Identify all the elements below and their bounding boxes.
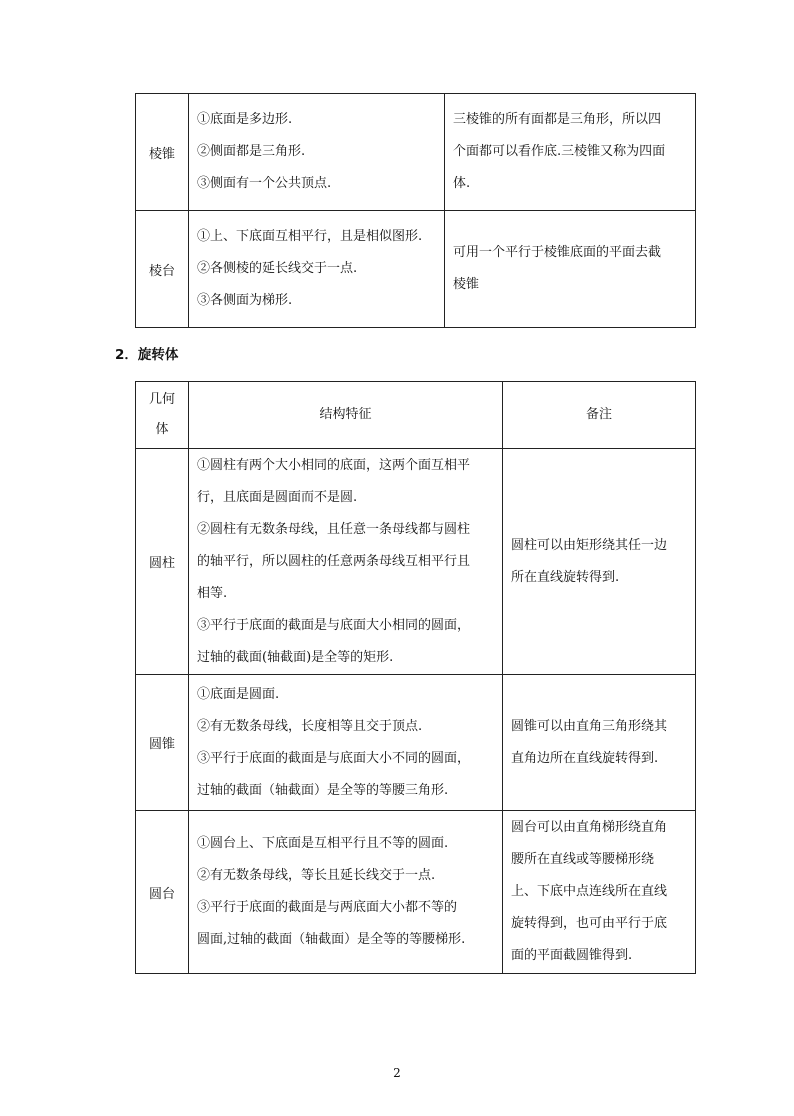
feature-line: ③侧面有一个公共顶点.: [197, 176, 332, 191]
structure-features: [189, 811, 503, 974]
table-row: [136, 811, 696, 974]
feature-line: ①底面是多边形.: [197, 112, 293, 127]
feature-line: ②侧面都是三角形.: [197, 144, 306, 159]
note-line: 腰所在直线或等腰梯形绕: [511, 852, 655, 867]
header-line: 体: [155, 422, 169, 437]
feature-line: 行，且底面是圆面而不是圆.: [197, 489, 358, 505]
feature-line: ①底面是圆面.: [197, 686, 280, 702]
structure-features: [189, 675, 503, 811]
remarks: [445, 94, 696, 211]
feature-line: 过轴的截面(轴截面)是全等的矩形.: [197, 649, 394, 665]
remarks: [503, 449, 696, 675]
remarks: [445, 211, 696, 328]
remarks: [503, 675, 696, 811]
feature-line: ①圆柱有两个大小相同的底面，这两个面互相平: [197, 457, 471, 473]
feature-line: ①圆台上、下底面是互相平行且不等的圆面.: [197, 836, 449, 851]
note-line: 棱锥: [453, 277, 480, 292]
feature-line: ②有无数条母线，长度相等且交于顶点.: [197, 718, 423, 734]
feature-line: ②各侧棱的延长线交于一点.: [197, 261, 358, 276]
feature-line: ③平行于底面的截面是与底面大小不同的圆面，: [197, 750, 471, 766]
table-row: [136, 675, 696, 811]
feature-line: ③平行于底面的截面是与底面大小相同的圆面，: [197, 617, 471, 633]
note-line: 所在直线旋转得到.: [511, 569, 620, 585]
section-title: 2．旋转体: [115, 347, 179, 363]
shape-name: 圆柱: [136, 449, 189, 675]
table-row: [136, 449, 696, 675]
note-line: 圆柱可以由矩形绕其任一边: [511, 537, 668, 553]
feature-line: ②有无数条母线，等长且延长线交于一点.: [197, 868, 436, 883]
note-line: 旋转得到，也可由平行于底: [511, 916, 668, 931]
polyhedra-table: [135, 93, 696, 328]
note-line: 面的平面截圆锥得到.: [511, 948, 633, 963]
feature-line: ①上、下底面互相平行，且是相似图形.: [197, 229, 423, 244]
shape-name: 棱台: [136, 211, 189, 328]
feature-line: ③各侧面为梯形.: [197, 293, 293, 308]
feature-line: ②圆柱有无数条母线，且任意一条母线都与圆柱: [197, 521, 471, 537]
shape-name: 圆台: [136, 811, 189, 974]
table-header-row: [136, 382, 696, 449]
feature-line: 圆面,过轴的截面（轴截面）是全等的等腰梯形.: [197, 932, 466, 947]
note-line: 上、下底中点连线所在直线: [511, 884, 668, 899]
note-line: 可用一个平行于棱锥底面的平面去截: [453, 245, 662, 260]
note-line: 圆锥可以由直角三角形绕其: [511, 718, 668, 734]
header-features: 结构特征: [189, 382, 503, 449]
note-line: 个面都可以看作底.三棱锥又称为四面: [453, 144, 666, 159]
feature-line: ③平行于底面的截面是与两底面大小都不等的: [197, 900, 458, 915]
remarks: [503, 811, 696, 974]
feature-line: 过轴的截面（轴截面）是全等的等腰三角形.: [197, 782, 449, 798]
structure-features: [189, 211, 445, 328]
solids-of-revolution-table: [135, 381, 696, 974]
structure-features: [189, 94, 445, 211]
feature-line: 的轴平行，所以圆柱的任意两条母线互相平行且: [197, 553, 471, 569]
shape-name: 棱锥: [136, 94, 189, 211]
feature-line: 相等.: [197, 585, 228, 601]
note-line: 三棱锥的所有面都是三角形，所以四: [453, 112, 662, 127]
note-line: 圆台可以由直角梯形绕直角: [511, 820, 668, 835]
page-number: 2: [393, 1066, 401, 1080]
header-line: 几何: [148, 392, 175, 407]
structure-features: [189, 449, 503, 675]
note-line: 直角边所在直线旋转得到.: [511, 750, 659, 766]
shape-name: 圆锥: [136, 675, 189, 811]
table-row: [136, 211, 696, 328]
note-line: 体.: [453, 176, 471, 191]
header-shape: [136, 382, 189, 449]
table-row: [136, 94, 696, 211]
header-remarks: 备注: [503, 382, 696, 449]
